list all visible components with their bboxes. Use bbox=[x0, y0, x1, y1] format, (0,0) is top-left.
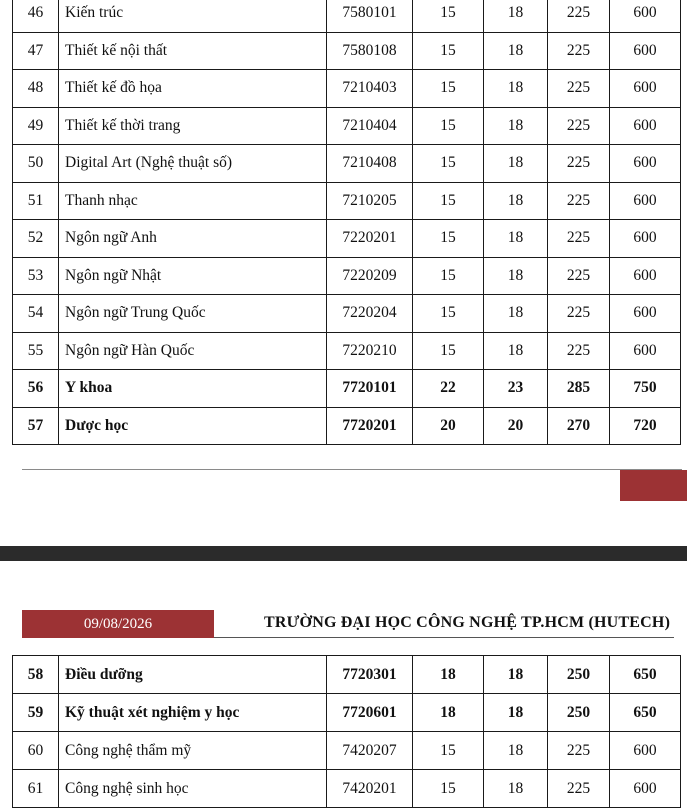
row-number: 60 bbox=[13, 732, 59, 770]
program-code: 7210408 bbox=[327, 145, 413, 183]
program-name: Thiết kế nội thất bbox=[59, 32, 327, 70]
table-row bbox=[13, 32, 681, 70]
score-col-2: 18 bbox=[484, 770, 548, 808]
program-code: 7220209 bbox=[327, 257, 413, 295]
score-col-4: 600 bbox=[610, 145, 681, 183]
score-col-4: 600 bbox=[610, 32, 681, 70]
score-col-3: 225 bbox=[548, 257, 610, 295]
program-code: 7220204 bbox=[327, 295, 413, 333]
score-col-3: 225 bbox=[548, 32, 610, 70]
table-row bbox=[13, 220, 681, 258]
score-col-4: 600 bbox=[610, 70, 681, 108]
page-break-band bbox=[0, 546, 687, 561]
row-number: 56 bbox=[13, 370, 59, 408]
school-title: TRƯỜNG ĐẠI HỌC CÔNG NGHỆ TP.HCM (HUTECH) bbox=[264, 614, 671, 631]
score-col-3: 225 bbox=[548, 732, 610, 770]
program-name: Công nghệ sinh học bbox=[59, 770, 327, 808]
program-code: 7220201 bbox=[327, 220, 413, 258]
program-code: 7720301 bbox=[327, 656, 413, 694]
program-code: 7420201 bbox=[327, 770, 413, 808]
score-col-1: 15 bbox=[413, 220, 484, 258]
score-col-3: 225 bbox=[548, 770, 610, 808]
table-row bbox=[13, 145, 681, 183]
row-number: 46 bbox=[13, 0, 59, 32]
score-col-4: 600 bbox=[610, 295, 681, 333]
program-name: Ngôn ngữ Hàn Quốc bbox=[59, 332, 327, 370]
score-col-2: 18 bbox=[484, 732, 548, 770]
table-row bbox=[13, 70, 681, 108]
score-col-1: 15 bbox=[413, 182, 484, 220]
program-code: 7210404 bbox=[327, 107, 413, 145]
score-col-4: 650 bbox=[610, 694, 681, 732]
table-row bbox=[13, 770, 681, 808]
score-col-3: 250 bbox=[548, 656, 610, 694]
score-col-2: 23 bbox=[484, 370, 548, 408]
row-number: 47 bbox=[13, 32, 59, 70]
score-col-2: 18 bbox=[484, 694, 548, 732]
score-col-4: 720 bbox=[610, 407, 681, 445]
score-col-3: 225 bbox=[548, 0, 610, 32]
score-col-3: 285 bbox=[548, 370, 610, 408]
row-number: 55 bbox=[13, 332, 59, 370]
program-code: 7720201 bbox=[327, 407, 413, 445]
score-col-4: 600 bbox=[610, 770, 681, 808]
program-name: Thiết kế thời trang bbox=[59, 107, 327, 145]
score-col-1: 15 bbox=[413, 732, 484, 770]
score-col-4: 750 bbox=[610, 370, 681, 408]
program-name: Digital Art (Nghệ thuật số) bbox=[59, 145, 327, 183]
program-name: Ngôn ngữ Anh bbox=[59, 220, 327, 258]
table-row bbox=[13, 295, 681, 333]
score-col-2: 18 bbox=[484, 70, 548, 108]
program-code: 7580101 bbox=[327, 0, 413, 32]
score-col-3: 225 bbox=[548, 295, 610, 333]
score-col-1: 15 bbox=[413, 257, 484, 295]
program-code: 7420207 bbox=[327, 732, 413, 770]
program-name: Thiết kế đồ họa bbox=[59, 70, 327, 108]
score-col-1: 15 bbox=[413, 145, 484, 183]
score-col-1: 15 bbox=[413, 70, 484, 108]
table-row bbox=[13, 257, 681, 295]
program-name: Kỹ thuật xét nghiệm y học bbox=[59, 694, 327, 732]
row-number: 57 bbox=[13, 407, 59, 445]
score-col-2: 18 bbox=[484, 656, 548, 694]
score-col-2: 18 bbox=[484, 182, 548, 220]
admission-table-top bbox=[12, 0, 681, 445]
score-col-3: 250 bbox=[548, 694, 610, 732]
table-row bbox=[13, 732, 681, 770]
score-col-2: 18 bbox=[484, 0, 548, 32]
score-col-4: 600 bbox=[610, 332, 681, 370]
page-footer-accent bbox=[620, 470, 687, 501]
score-col-1: 15 bbox=[413, 32, 484, 70]
score-col-1: 18 bbox=[413, 694, 484, 732]
score-col-4: 600 bbox=[610, 220, 681, 258]
table-row bbox=[13, 107, 681, 145]
program-name: Điều dưỡng bbox=[59, 656, 327, 694]
score-col-2: 18 bbox=[484, 32, 548, 70]
score-col-1: 20 bbox=[413, 407, 484, 445]
score-col-2: 18 bbox=[484, 332, 548, 370]
score-col-2: 18 bbox=[484, 145, 548, 183]
score-col-3: 270 bbox=[548, 407, 610, 445]
table-row bbox=[13, 656, 681, 694]
score-col-4: 600 bbox=[610, 257, 681, 295]
program-code: 7210403 bbox=[327, 70, 413, 108]
score-col-1: 15 bbox=[413, 770, 484, 808]
table-row bbox=[13, 694, 681, 732]
score-col-1: 18 bbox=[413, 656, 484, 694]
row-number: 49 bbox=[13, 107, 59, 145]
score-col-4: 600 bbox=[610, 732, 681, 770]
score-col-1: 15 bbox=[413, 295, 484, 333]
row-number: 59 bbox=[13, 694, 59, 732]
score-col-3: 225 bbox=[548, 145, 610, 183]
program-code: 7580108 bbox=[327, 32, 413, 70]
program-name: Kiến trúc bbox=[59, 0, 327, 32]
score-col-2: 18 bbox=[484, 220, 548, 258]
table-row bbox=[13, 332, 681, 370]
program-name: Ngôn ngữ Nhật bbox=[59, 257, 327, 295]
program-code: 7220210 bbox=[327, 332, 413, 370]
page-divider-line bbox=[22, 469, 682, 470]
table-row bbox=[13, 407, 681, 445]
score-col-2: 18 bbox=[484, 295, 548, 333]
row-number: 51 bbox=[13, 182, 59, 220]
score-col-1: 15 bbox=[413, 332, 484, 370]
score-col-3: 225 bbox=[548, 107, 610, 145]
program-name: Y khoa bbox=[59, 370, 327, 408]
score-col-3: 225 bbox=[548, 332, 610, 370]
score-col-2: 20 bbox=[484, 407, 548, 445]
score-col-2: 18 bbox=[484, 257, 548, 295]
score-col-3: 225 bbox=[548, 70, 610, 108]
program-code: 7720101 bbox=[327, 370, 413, 408]
table-row bbox=[13, 182, 681, 220]
score-col-1: 15 bbox=[413, 0, 484, 32]
table-row bbox=[13, 370, 681, 408]
date-badge: 09/08/2026 bbox=[22, 610, 214, 638]
program-name: Ngôn ngữ Trung Quốc bbox=[59, 295, 327, 333]
score-col-1: 22 bbox=[413, 370, 484, 408]
score-col-1: 15 bbox=[413, 107, 484, 145]
score-col-3: 225 bbox=[548, 182, 610, 220]
score-col-4: 650 bbox=[610, 656, 681, 694]
table-row bbox=[13, 0, 681, 32]
row-number: 58 bbox=[13, 656, 59, 694]
program-name: Công nghệ thẩm mỹ bbox=[59, 732, 327, 770]
header-underline bbox=[214, 637, 674, 638]
program-code: 7720601 bbox=[327, 694, 413, 732]
row-number: 54 bbox=[13, 295, 59, 333]
row-number: 52 bbox=[13, 220, 59, 258]
row-number: 53 bbox=[13, 257, 59, 295]
program-code: 7210205 bbox=[327, 182, 413, 220]
score-col-2: 18 bbox=[484, 107, 548, 145]
program-name: Thanh nhạc bbox=[59, 182, 327, 220]
score-col-4: 600 bbox=[610, 0, 681, 32]
score-col-4: 600 bbox=[610, 182, 681, 220]
score-col-4: 600 bbox=[610, 107, 681, 145]
program-name: Dược học bbox=[59, 407, 327, 445]
row-number: 50 bbox=[13, 145, 59, 183]
admission-table-bottom bbox=[12, 655, 681, 808]
row-number: 61 bbox=[13, 770, 59, 808]
row-number: 48 bbox=[13, 70, 59, 108]
score-col-3: 225 bbox=[548, 220, 610, 258]
